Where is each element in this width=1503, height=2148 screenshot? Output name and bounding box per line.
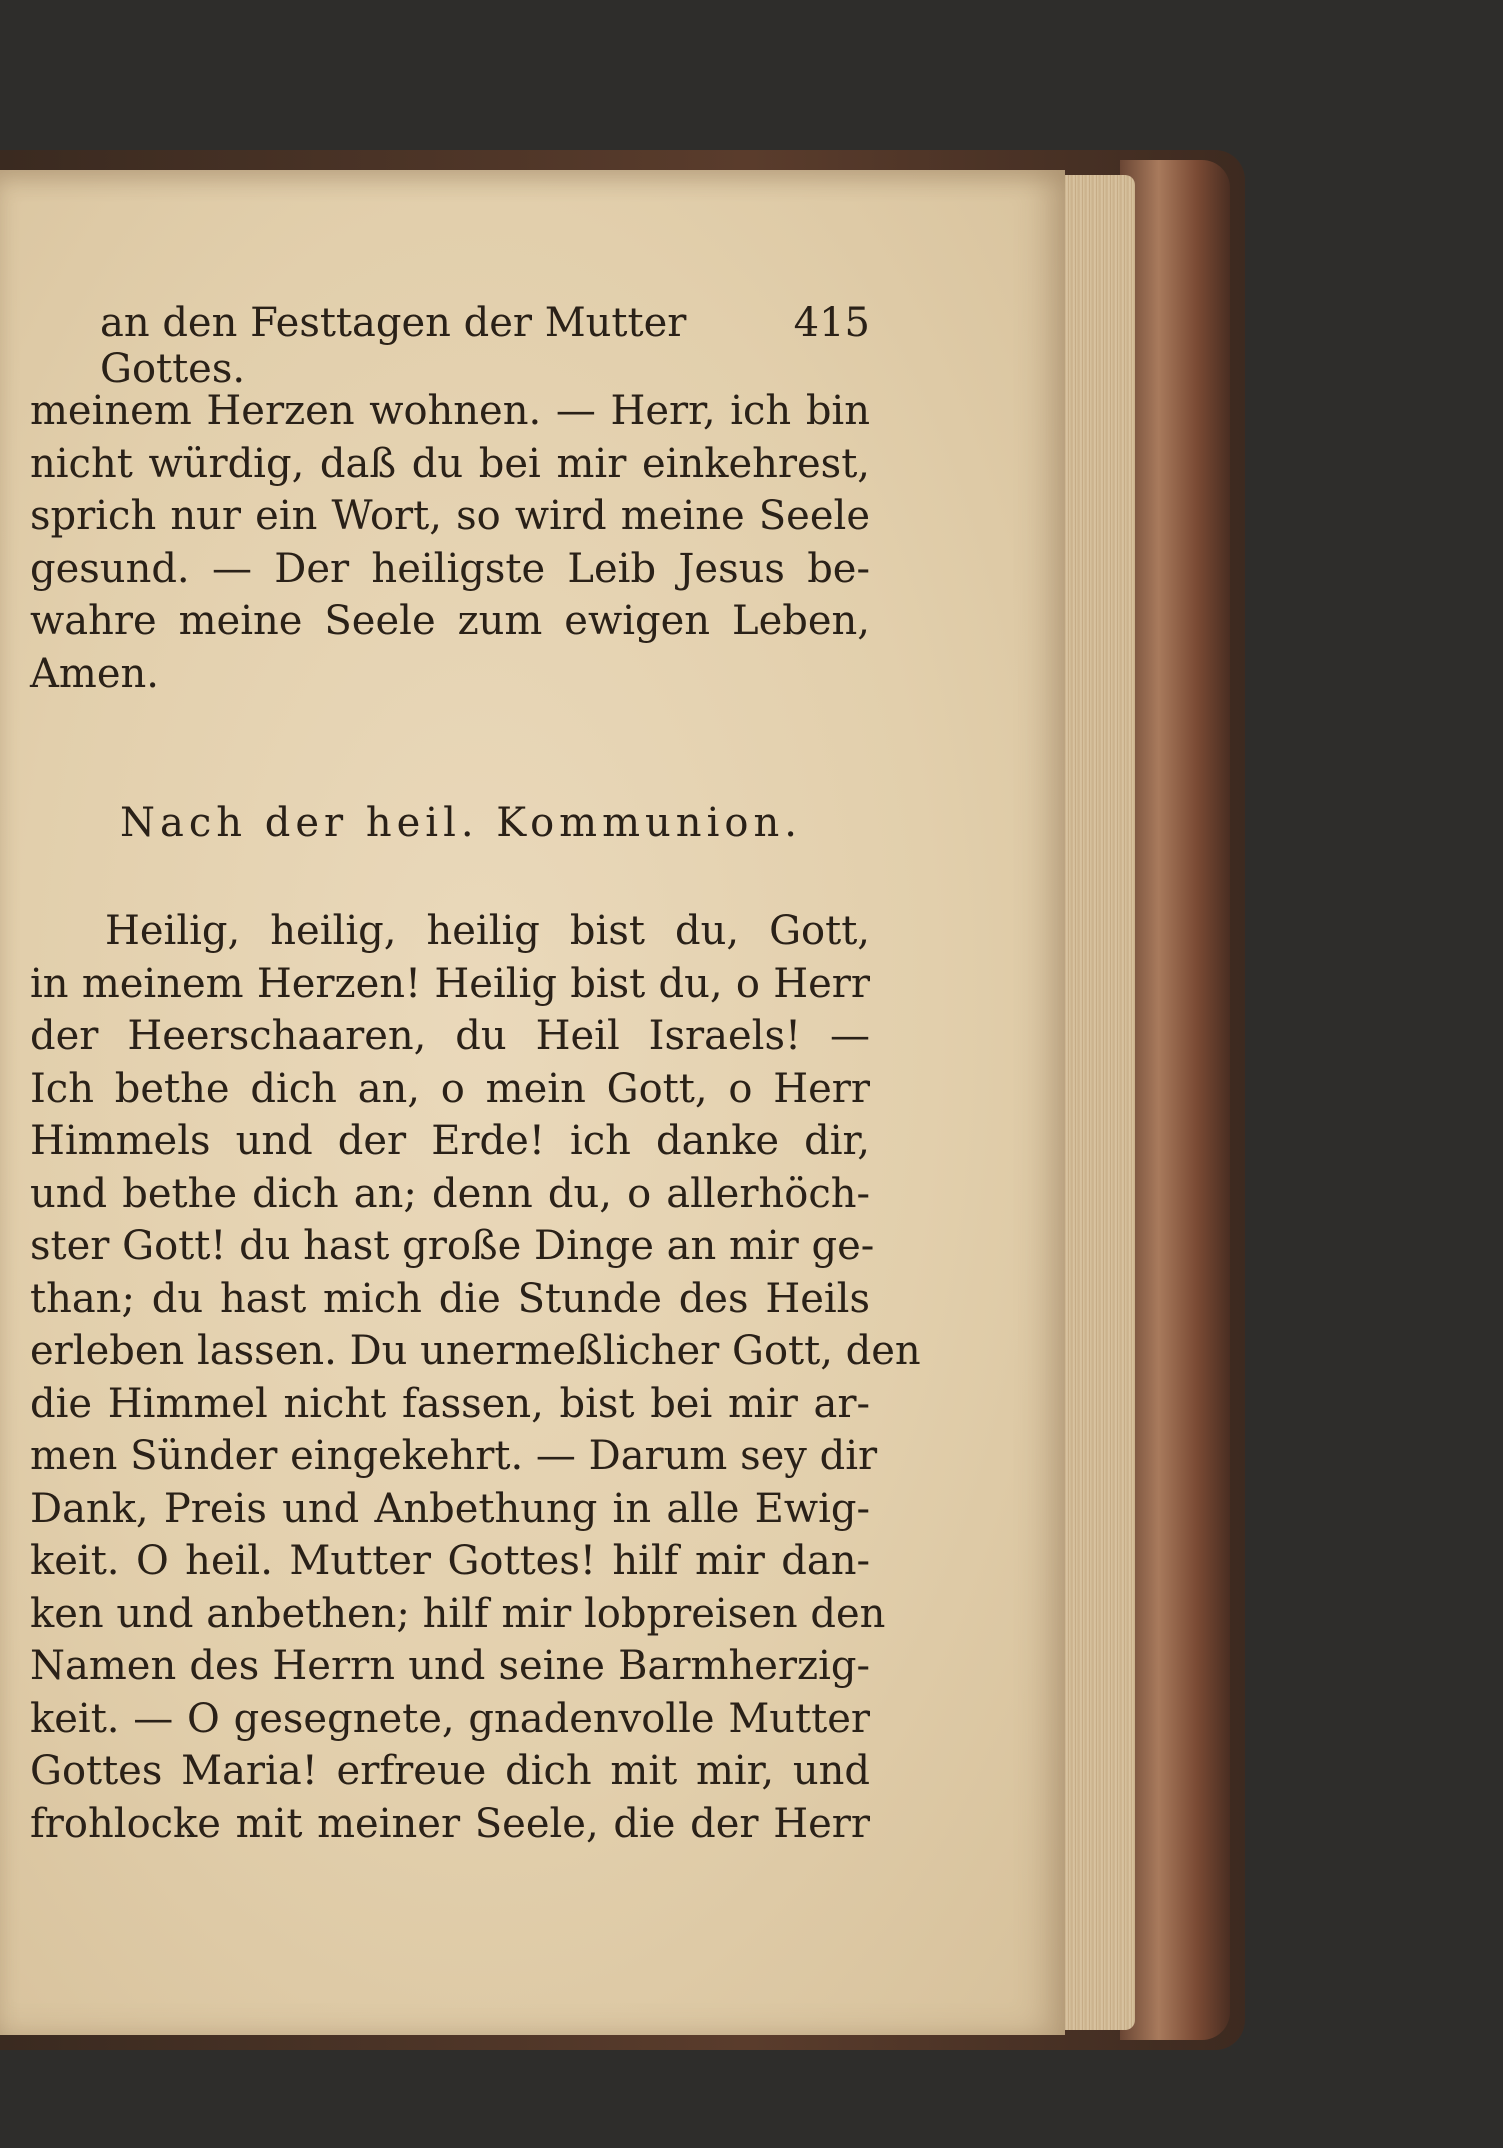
text-line: gesund. — Der heiligste Leib Jesus be- [30,545,870,592]
paragraph-2 [30,905,921,1850]
text-line: than; du hast mich die Stunde des Heils [30,1275,870,1322]
text-line: der Heerschaaren, du Heil Israels! — [30,1013,870,1059]
text-line: erleben lassen. Du unermeßlicher Gott, den [30,1328,921,1374]
text-line: keit. — O gesegnete, gnadenvolle Mutter [30,1695,870,1742]
text-line: die Himmel nicht fassen, bist bei mir ar- [30,1380,870,1427]
text-line: wahre meine Seele zum ewigen Leben, [30,598,870,644]
text-line: frohlocke mit meiner Seele, die der Herr [30,1800,870,1847]
text-line: und bethe dich an; denn du, o allerhöch- [30,1170,870,1217]
text-line: Himmels und der Erde! ich danke dir, [30,1118,870,1164]
text-line: ster Gott! du hast große Dinge an mir ge- [30,1223,875,1269]
text-line: keit. O heil. Mutter Gottes! hilf mir dan- [30,1538,870,1584]
text-line: Ich bethe dich an, o mein Gott, o Herr [30,1065,870,1112]
text-line: meinem Herzen wohnen. — Herr, ich bin [30,388,870,434]
running-head-title: an den Festtagen der Mutter Gottes. [100,300,687,392]
text-line: Gottes Maria! erfreue dich mit mir, und [30,1748,870,1794]
text-line: ken und anbethen; hilf mir lobpreisen den [30,1590,886,1637]
running-head [100,300,870,392]
text-line: sprich nur ein Wort, so wird meine Seele [30,493,870,539]
text-line: in meinem Herzen! Heilig bist du, o Herr [30,960,870,1007]
text-line: Heilig, heilig, heilig bist du, Gott, [105,908,870,954]
section-heading: Nach der heil. Kommunion. [120,800,802,846]
text-line: nicht würdig, daß du bei mir einkehrest, [30,440,870,487]
text-line: men Sünder eingekehrt. — Darum sey dir [30,1433,878,1479]
text-line: Dank, Preis und Anbethung in alle Ewig- [30,1485,870,1532]
text-line: Namen des Herrn und seine Barmherzig- [30,1643,870,1689]
book-board-edge [1120,160,1230,2040]
page-number: 415 [793,300,870,346]
page-edges [1055,175,1135,2030]
paragraph-1 [30,385,870,700]
text-line: Amen. [30,650,159,697]
